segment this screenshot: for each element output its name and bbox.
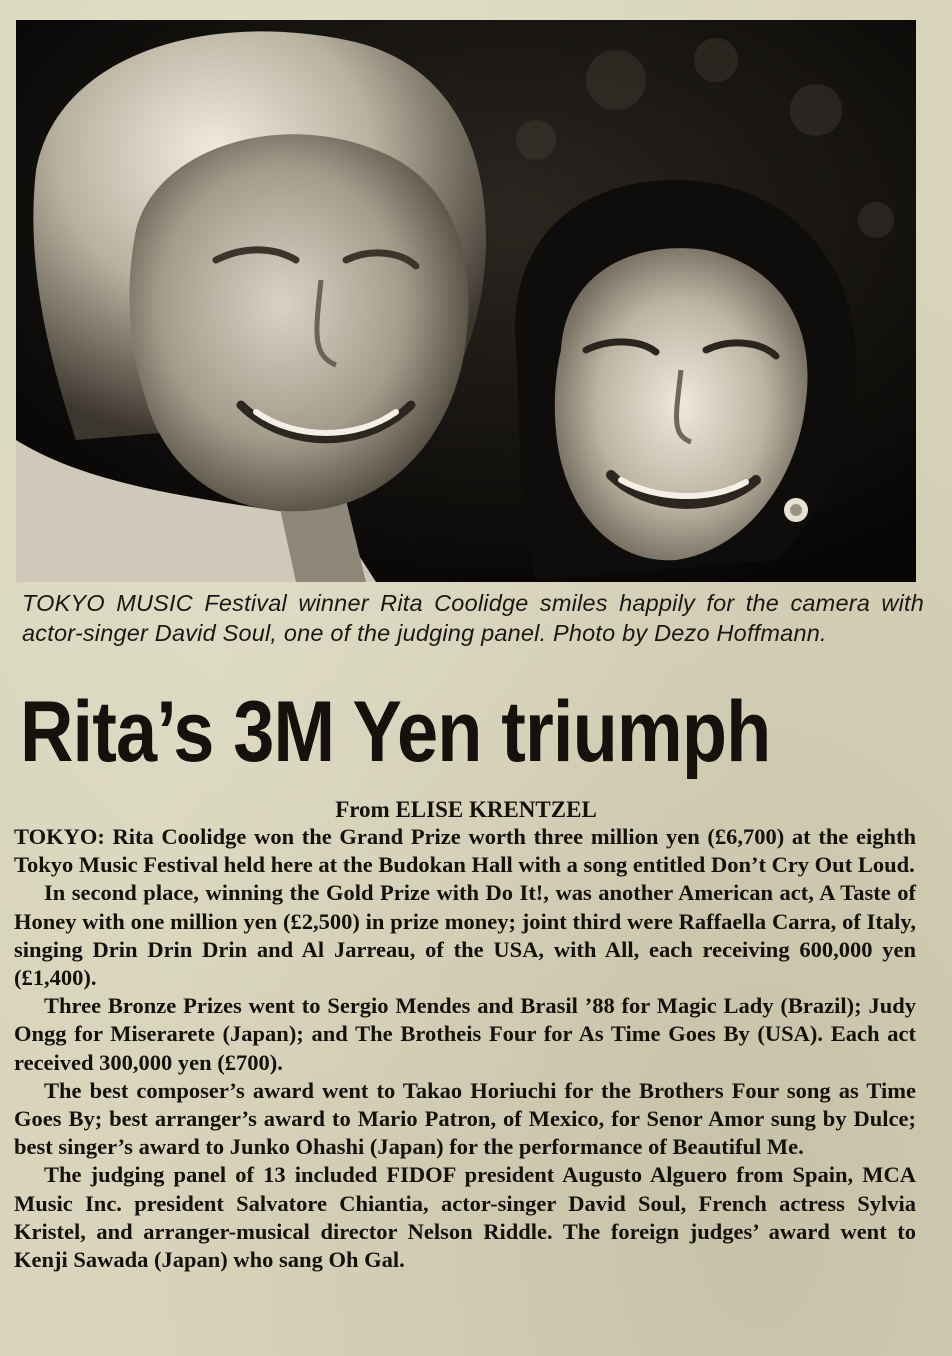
photo-caption: TOKYO MUSIC Festival winner Rita Coolidge smiles happily for the camera with actor-singer David Soul, one of the judging panel. Photo by Dezo Hoffmann.	[22, 590, 924, 646]
article-paragraph: Three Bronze Prizes went to Sergio Mendes and Brasil ’88 for Magic Lady (Brazil); Judy Ongg for Miserarete (Japan); and The Brotheis Four for As Time Goes By (USA). Each act received 300,000 yen (£700).	[14, 993, 916, 1075]
news-photo	[16, 20, 916, 582]
article-paragraph: In second place, winning the Gold Prize with Do It!, was another American act, A Taste of Honey with one million yen (£2,500) in prize money; joint third were Raffaella Carra, of Italy, singing Drin Drin Drin and Al Jarreau, of the USA, with All, each receiving 600,000 yen (£1,400).	[14, 880, 916, 991]
byline: From ELISE KRENTZEL	[335, 797, 597, 822]
article-paragraph: The judging panel of 13 included FIDOF president Augusto Alguero from Spain, MCA Music Inc. president Salvatore Chiantia, actor-singer David Soul, French actress Sylvia Kristel, and arranger-musical director Nelson Riddle. The foreign judges’ award went to Kenji Sawada (Japan) who sang Oh Gal.	[14, 1162, 916, 1273]
headline: Rita’s 3M Yen triumph	[20, 684, 771, 780]
article-paragraph: The best composer’s award went to Takao Horiuchi for the Brothers Four song as Time Goes By; best arranger’s award to Mario Patron, of Mexico, for Senor Amor sung by Dulce; best singer’s award to Junko Ohashi (Japan) for the performance of Beautiful Me.	[14, 1077, 916, 1160]
photo-of-two-people-icon	[16, 20, 916, 582]
article-body	[14, 823, 916, 1274]
article-paragraph: TOKYO: Rita Coolidge won the Grand Prize worth three million yen (£6,700) at the eighth Tokyo Music Festival held here at the Budokan Hall with a song entitled Don’t Cry Out Loud.	[14, 824, 916, 878]
